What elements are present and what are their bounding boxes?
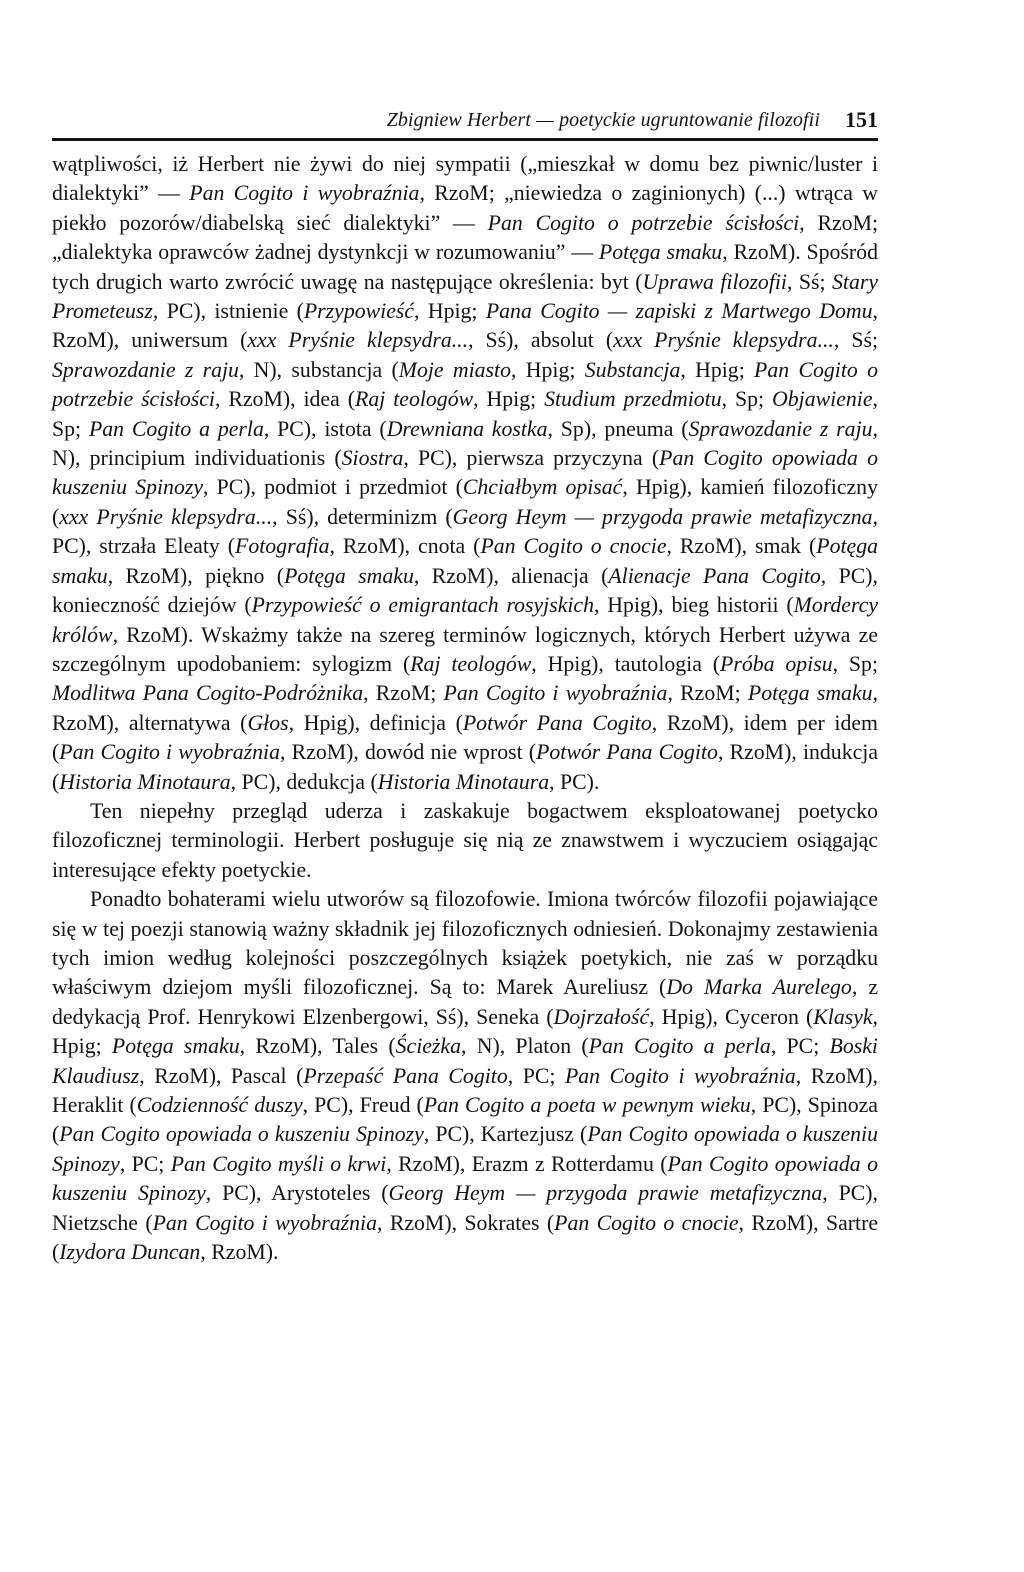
text-run: wątpliwości, iż Herbert nie żywi do niej sympatii („mieszkał w domu bez piwnic/luster i dialektyki” — — [52, 152, 878, 206]
work-title: Uprawa filozofii — [642, 269, 787, 294]
text-run: , RzoM; — [363, 681, 444, 706]
work-title: Sprawozdanie z raju — [52, 357, 239, 382]
text-run: , PC), Arystoteles ( — [205, 1181, 389, 1206]
work-title: Izydora Duncan — [59, 1240, 201, 1265]
work-title: Mordercy królów — [52, 593, 878, 647]
text-run: , Sś; — [787, 269, 832, 294]
text-run: , RzoM), Sokrates ( — [376, 1210, 555, 1235]
text-run: , PC), istnienie ( — [152, 299, 304, 324]
text-run: , Hpig), tautologia ( — [531, 651, 721, 676]
work-title: Potęga smaku — [111, 1034, 240, 1059]
text-run: , RzoM), Pascal ( — [139, 1063, 304, 1088]
work-title: xxx Pryśnie klepsydra... — [59, 504, 273, 529]
work-title: Próba opisu — [720, 651, 833, 676]
text-run: , N), principium individuationis ( — [52, 416, 878, 471]
work-title: Pan Cogito a perla — [588, 1034, 771, 1059]
text-run: , Hpig), definicja ( — [288, 710, 463, 735]
text-run: , Sp; — [832, 651, 879, 676]
work-title: Ścieżka — [395, 1034, 461, 1059]
text-run: , N), Platon ( — [460, 1034, 589, 1059]
text-run: , Hpig), bieg historii ( — [594, 593, 794, 618]
work-title: Potęga smaku — [747, 681, 873, 706]
page-header — [52, 98, 878, 141]
work-title: Do Marka Aurelego — [666, 975, 852, 1000]
text-run: , PC), podmiot i przedmiot ( — [203, 475, 463, 500]
work-title: Potwór Pana Cogito — [536, 740, 718, 765]
paragraph — [52, 797, 878, 885]
work-title: Pan Cogito opowiada o kuszeniu Spinozy — [52, 446, 878, 500]
work-title: Pana Cogito — zapiski z Martwego Domu — [485, 299, 873, 324]
work-title: Drewniana kostka — [386, 416, 548, 441]
text-run: , RzoM), Heraklit ( — [52, 1063, 878, 1117]
text-run: , RzoM). — [200, 1240, 279, 1265]
text-run: , Sp; — [721, 387, 773, 412]
work-title: Studium przedmiotu — [544, 387, 722, 412]
work-title: Siostra — [341, 446, 404, 471]
text-run: , Sś; — [833, 328, 879, 353]
text-run: , Sp), pneuma ( — [547, 416, 689, 441]
text-run: , RzoM), alternatywa ( — [52, 681, 878, 735]
work-title: Pan Cogito myśli o krwi — [170, 1151, 387, 1176]
text-run: , PC), Spinoza ( — [52, 1093, 878, 1147]
text-run: , Hpig; — [414, 299, 486, 324]
text-run: , RzoM). Wskażmy także na szereg terminów logicznych, których Herbert używa ze szczególnym upodobaniem: sylogizm ( — [52, 622, 878, 676]
work-title: Sprawozdanie z raju — [688, 416, 873, 441]
text-run: , PC; — [119, 1151, 171, 1176]
work-title: Dojrzałość — [553, 1004, 650, 1029]
work-title: Potęga smaku — [598, 240, 723, 265]
text-run: , PC), Kartezjusz ( — [423, 1122, 588, 1147]
work-title: Stary Prometeusz — [52, 269, 878, 324]
text-run: , Hpig; — [680, 357, 755, 382]
work-title: Chciałbym opisać — [462, 475, 623, 500]
work-title: Pan Cogito i wyobraźnia — [443, 681, 668, 706]
work-title: Potęga smaku — [284, 563, 414, 588]
text-run: , RzoM), Erazm z Rotterdamu ( — [386, 1151, 668, 1176]
work-title: Pan Cogito o cnocie — [554, 1210, 739, 1235]
paragraph — [52, 150, 878, 797]
text-run: , RzoM). Spośród tych drugich warto zwrócić uwagę na następujące określenia: byt ( — [52, 240, 878, 294]
text-run: , RzoM), idea ( — [214, 387, 355, 412]
work-title: Potwór Pana Cogito — [462, 710, 652, 735]
work-title: Przypowieść o emigrantach rosyjskich — [251, 593, 595, 618]
work-title: Pan Cogito i wyobraźnia — [59, 740, 281, 765]
work-title: Fotografia — [235, 534, 330, 559]
work-title: Pan Cogito i wyobraźnia — [152, 1210, 377, 1235]
work-title: Georg Heym — przygoda prawie metafizyczna — [452, 504, 873, 529]
text-run: , RzoM), Tales ( — [239, 1034, 396, 1059]
running-head: Zbigniew Herbert — poetyckie ugruntowanie filozofii — [386, 109, 820, 131]
paragraph — [52, 885, 878, 1267]
text-run: , Hpig; — [473, 387, 545, 412]
work-title: Przepaść Pana Cogito — [303, 1063, 508, 1088]
text-run: , PC), pierwsza przyczyna ( — [403, 446, 660, 471]
text-run: , PC), konieczność dziejów ( — [52, 563, 878, 618]
work-title: Pan Cogito opowiada o kuszeniu Spinozy — [52, 1151, 878, 1206]
work-title: Pan Cogito a perla — [88, 416, 264, 441]
body-text — [52, 150, 878, 1267]
work-title: Historia Minotaura — [377, 769, 550, 794]
work-title: Modlitwa Pana Cogito-Podróżnika — [52, 681, 364, 706]
text-run: , Hpig; — [52, 1004, 878, 1059]
work-title: Klasyk — [813, 1004, 873, 1029]
work-title: Substancja — [584, 357, 681, 382]
text-run: , PC), Freud ( — [302, 1093, 424, 1117]
work-title: Georg Heym — przygoda prawie metafizyczna — [388, 1181, 823, 1206]
text-run: , RzoM), piękno ( — [107, 563, 285, 588]
work-title: xxx Pryśnie klepsydra... — [247, 328, 469, 353]
text-run: , Sp; — [52, 387, 878, 441]
text-run: , RzoM; „dialektyka oprawców żadnej dystynkcji w rozumowaniu” — — [52, 210, 879, 265]
text-run: Ponadto bohaterami wielu utworów są filozofowie. Imiona twórców filozofii pojawiające się w tej poezji stanowią ważny składnik jej filozoficznych odniesień. Dokonajmy zestawienia tych imion według kolejności poszczególnych książek poetykich, nie zaś w porządku właściwym dziejom myśli filozoficznej. Są to: Marek Aureliusz ( — [52, 887, 878, 1000]
work-title: Pan Cogito opowiada o kuszeniu Spinozy — [52, 1122, 878, 1176]
work-title: Pan Cogito o potrzebie ścisłości — [52, 357, 878, 412]
text-run: , RzoM), dowód nie wprost ( — [280, 740, 537, 765]
text-run: , RzoM; „niewiedza o zaginionych) (...) wtrąca w piekło pozorów/diabelską sieć dialektyki” — — [52, 181, 878, 235]
text-run: , RzoM), cnota ( — [329, 534, 481, 559]
text-run: , RzoM), idem per idem ( — [52, 710, 878, 765]
text-run: , Hpig), Cyceron ( — [649, 1004, 814, 1029]
text-run: , RzoM), smak ( — [666, 534, 817, 559]
text-run: , PC), strzała Eleaty ( — [52, 504, 878, 559]
work-title: Pan Cogito i wyobraźnia — [189, 181, 420, 206]
text-run: , PC), dedukcja ( — [230, 769, 378, 794]
work-title: Głos — [247, 710, 289, 735]
work-title: Boski Klaudiusz — [52, 1034, 878, 1088]
work-title: Pan Cogito i wyobraźnia — [564, 1063, 796, 1088]
text-run: , Sś), absolut ( — [468, 328, 614, 353]
text-run: , z dedykacją Prof. Henrykowi Elzenbergowi, Sś), Seneka ( — [52, 975, 879, 1029]
work-title: Raj teologów — [410, 651, 532, 676]
work-title: xxx Pryśnie klepsydra... — [613, 328, 834, 353]
text-run: , RzoM), alienacja ( — [413, 563, 609, 588]
text-run: , Hpig; — [511, 357, 585, 382]
text-run: , PC), istota ( — [263, 416, 387, 441]
work-title: Pan Cogito o cnocie — [480, 534, 667, 559]
work-title: Pan Cogito o potrzebie ścisłości — [487, 210, 800, 235]
text-run: , N), substancja ( — [238, 357, 399, 382]
text-run: , PC). — [549, 769, 600, 794]
text-run: Ten niepełny przegląd uderza i zaskakuje bogactwem eksploatowanej poetycko filozoficznej terminologii. Herbert posługuje się nią ze znawstwem i wyczuciem osiągając interesujące efekty poetyckie. — [52, 798, 878, 882]
text-run: , RzoM), Sartre ( — [52, 1210, 878, 1265]
work-title: Przypowieść — [303, 299, 415, 324]
work-title: Pan Cogito a poeta w pewnym wieku — [423, 1093, 751, 1117]
text-run: , PC; — [507, 1063, 565, 1088]
work-title: Pan Cogito opowiada o kuszeniu Spinozy — [59, 1122, 424, 1147]
text-run: , Hpig), kamień filozoficzny ( — [52, 475, 878, 529]
work-title: Historia Minotaura — [59, 769, 231, 794]
text-run: , Sś), determinizm ( — [272, 504, 453, 529]
text-run: , RzoM), indukcja ( — [52, 740, 878, 794]
text-run: , PC; — [770, 1034, 830, 1059]
work-title: Moje miasto — [398, 357, 511, 382]
text-run: , RzoM), uniwersum ( — [52, 299, 878, 353]
work-title: Potęga smaku — [52, 534, 878, 588]
work-title: Raj teologów — [355, 387, 474, 412]
work-title: Alienacje Pana Cogito — [608, 563, 821, 588]
page-number: 151 — [845, 107, 878, 132]
text-run: , RzoM; — [667, 681, 748, 706]
work-title: Codzienność duszy — [136, 1093, 303, 1117]
text-run: , PC), Nietzsche ( — [52, 1181, 878, 1235]
work-title: Objawienie — [772, 387, 873, 412]
